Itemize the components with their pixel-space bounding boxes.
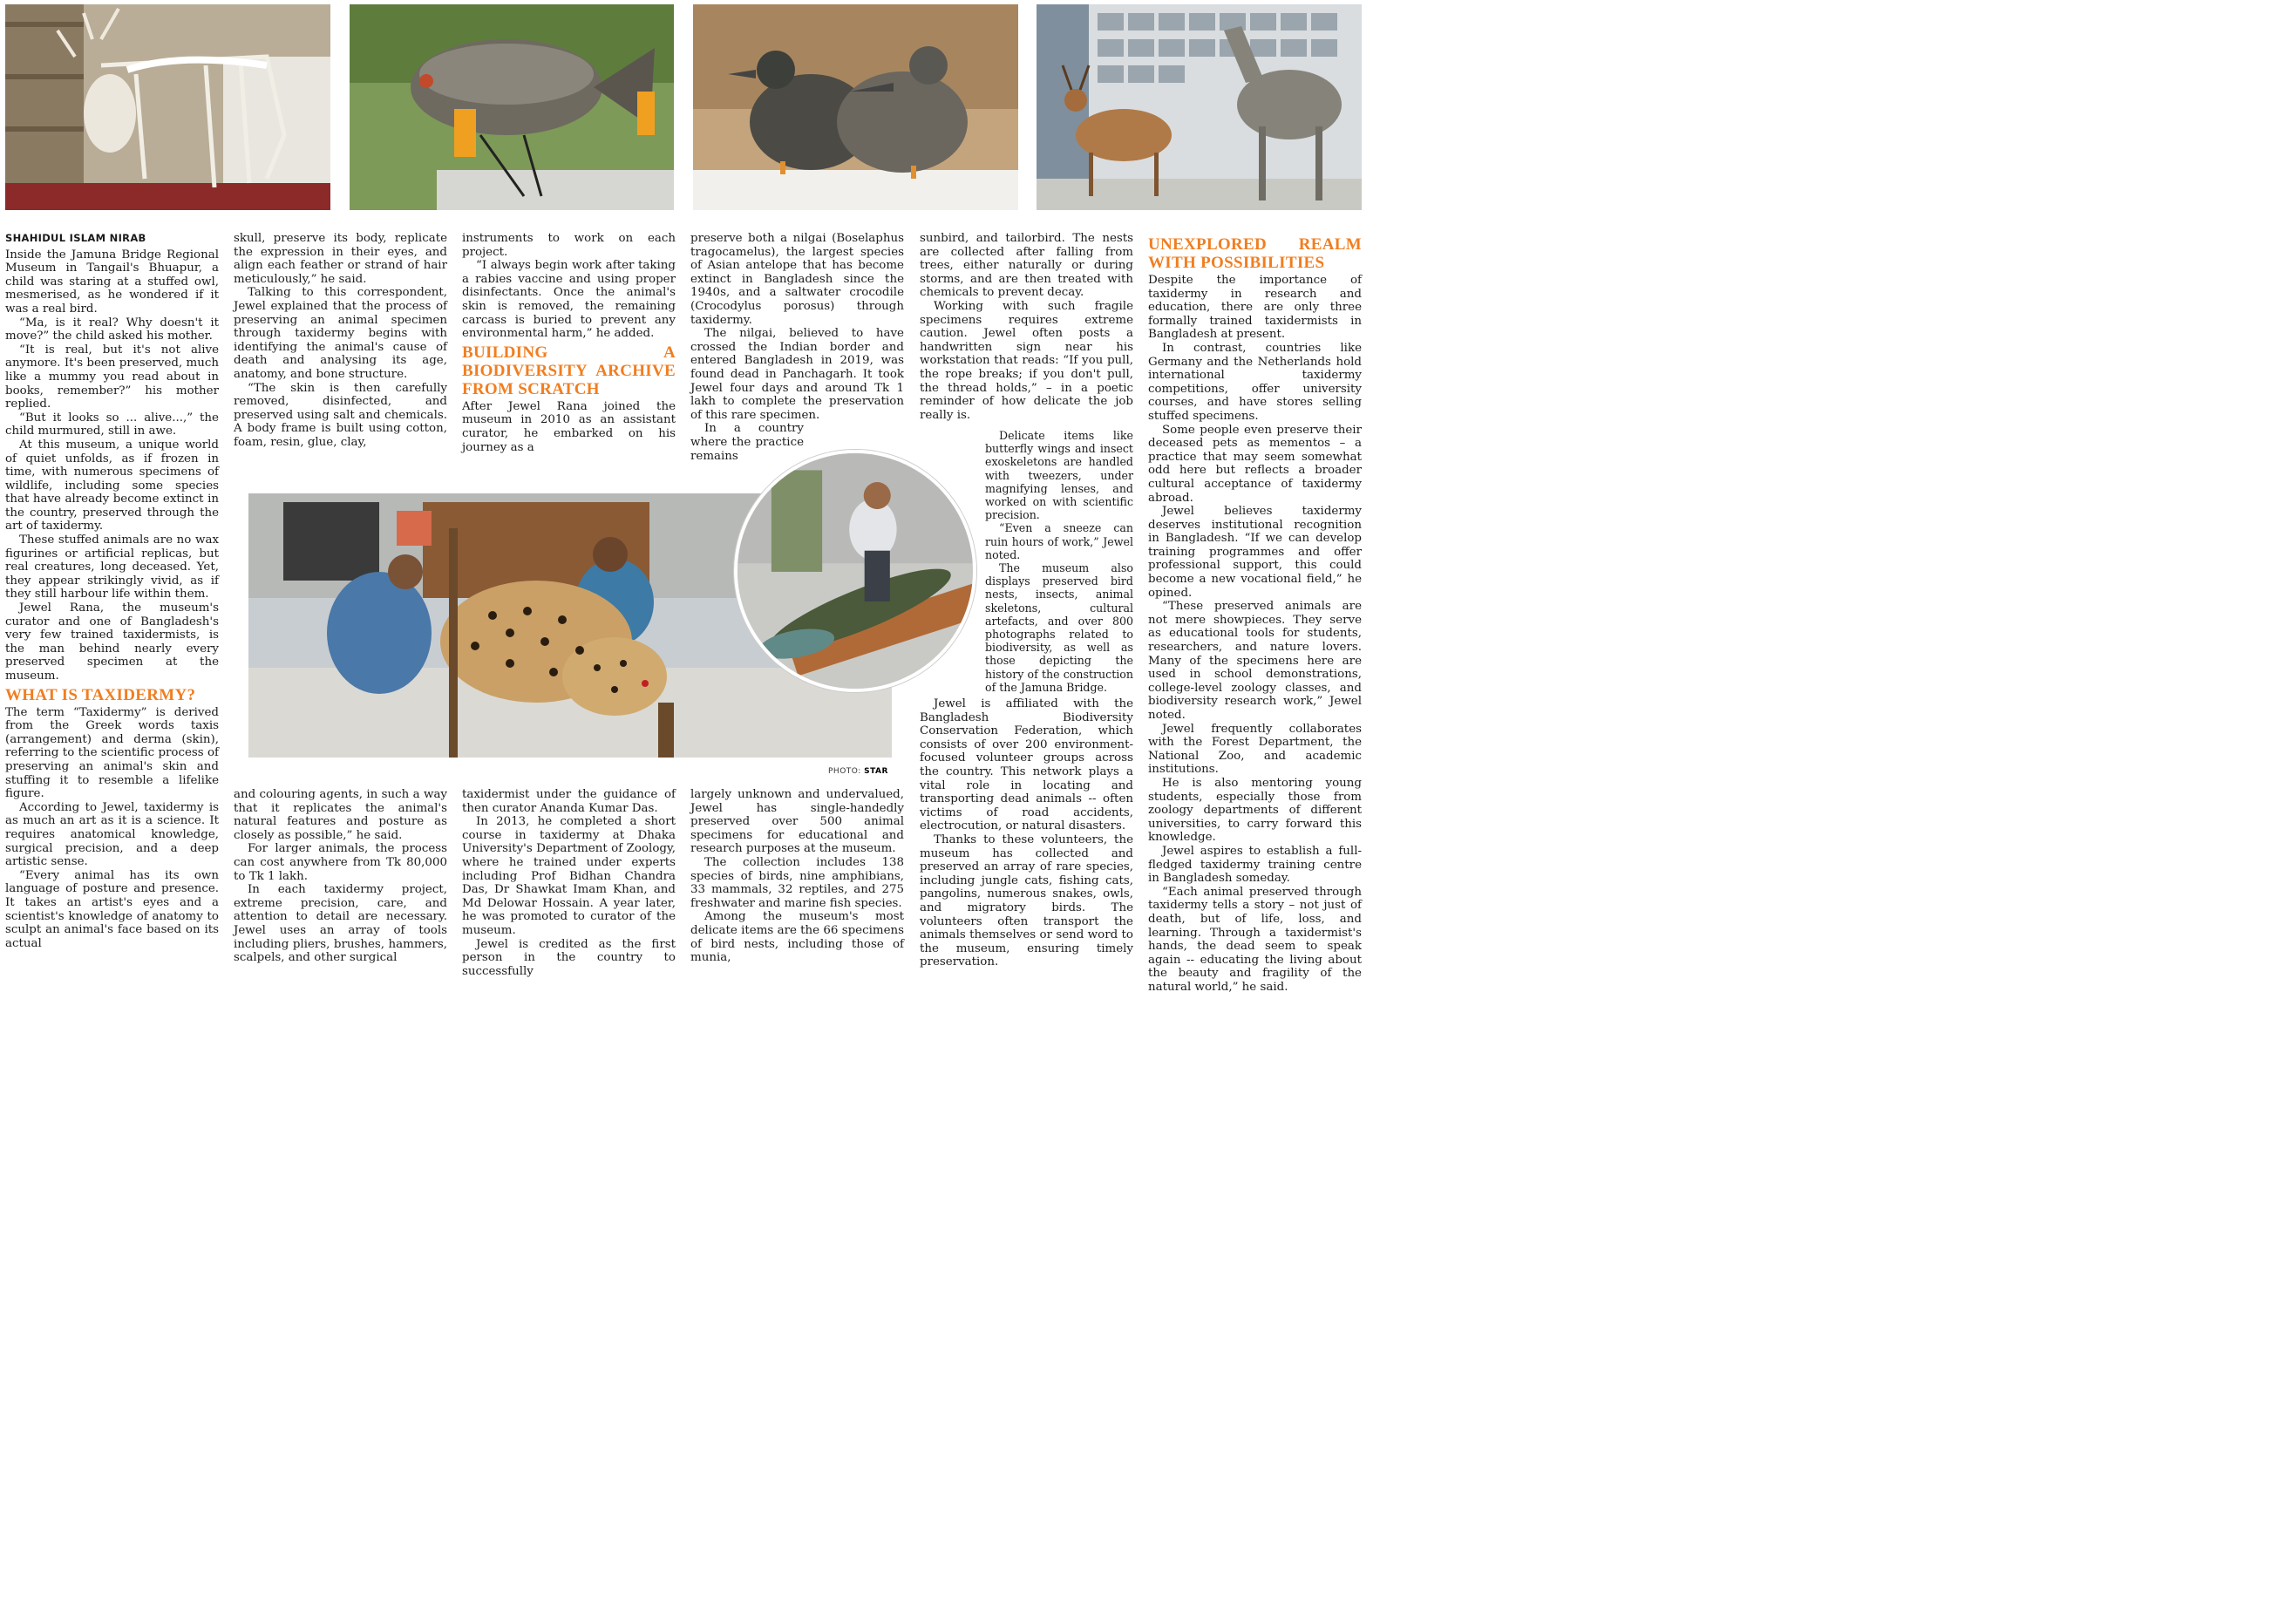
paragraph: Jewel aspires to establish a full-fledged taxidermy training centre in Bangladesh someday.: [1148, 844, 1362, 886]
paragraph: instruments to work on each project.: [462, 232, 676, 259]
paragraph: preserve both a nilgai (Boselaphus tragocamelus), the largest species of Asian antelope that has become extinct in Bangladesh since the 1940s, and a saltwater crocodile (Crocodylus porosus) through taxidermy.: [690, 232, 904, 327]
paragraph: Some people even preserve their deceased pets as mementos – a practice that may seem somewhat odd here but reflects a broader cultural acceptance of taxidermy abroad.: [1148, 423, 1362, 505]
paragraph: Thanks to these volunteers, the museum has collected and preserved an array of rare species, including jungle cats, fishing cats, pangolins, numerous snakes, owls, and migratory birds. The volunteers often transport the animals themselves or send word to the museum, ensuring timely preservation.: [920, 832, 1133, 969]
paragraph: “I always begin work after taking a rabies vaccine and using proper disinfectants. Once the animal's skin is removed, the remaining carcass is buried to prevent any environmental harm,” he added.: [462, 259, 676, 341]
column-4-top: [690, 232, 904, 463]
paragraph: According to Jewel, taxidermy is as much an art as it is a science. It requires anatomical knowledge, surgical precision, and a deep artistic sense.: [5, 800, 219, 869]
paragraph: Jewel Rana, the museum's curator and one of Bangladesh's very few trained taxidermists, is the man behind nearly every preserved specimen at the museum.: [5, 601, 219, 683]
paragraph: and colouring agents, in such a way that it replicates the animal's natural features and posture as closely as possible,” he said.: [234, 788, 447, 842]
paragraph: “The skin is then carefully removed, disinfected, and preserved using salt and chemicals. A body frame is built using cotton, foam, resin, glue, clay,: [234, 381, 447, 449]
paragraph: sunbird, and tailorbird. The nests are collected after falling from trees, either naturally or during storms, and are then treated with chemicals to prevent decay.: [920, 232, 1133, 300]
paragraph: “Every animal has its own language of posture and presence. It takes an artist's eyes and a scientist's knowledge of anatomy to sculpt an animal's face based on its actual: [5, 868, 219, 950]
column-3-bottom: [462, 788, 676, 978]
paragraph: skull, preserve its body, replicate the expression in their eyes, and align each feather or strand of hair meticulously,” he said.: [234, 232, 447, 286]
paragraph: “These preserved animals are not mere showpieces. They serve as educational tools for students, researchers, and nature lovers. Many of the specimens here are used in school demonstrations, college-level zoology classes, and biodiversity research work,” Jewel noted.: [1148, 600, 1362, 722]
paragraph: In contrast, countries like Germany and the Netherlands hold international taxidermy competitions, offer university courses, and have stores selling stuffed specimens.: [1148, 341, 1362, 423]
paragraph: At this museum, a unique world of quiet unfolds, as if frozen in time, with numerous specimens of wildlife, including some species that have already become extinct in the country, preserved through the art of taxidermy.: [5, 438, 219, 533]
paragraph: The museum also displays preserved bird nests, insects, animal skeletons, cultural artefacts, and over 800 photographs related to biodiversity, as well as those depicting the history of the construction of the Jamuna Bridge.: [985, 561, 1133, 694]
paragraph: “Each animal preserved through taxidermy tells a story – not just of death, but of life, loss, and learning. Through a taxidermist's hands, the dead seem to speak again -- educating the living about the beauty and fragility of the natural world,” he said.: [1148, 885, 1362, 994]
photo-ducks: [693, 4, 1018, 210]
credit-source: STAR: [864, 767, 888, 776]
column-6: [1148, 235, 1362, 994]
paragraph: The term “Taxidermy” is derived from the Greek words taxis (arrangement) and derma (skin), referring to the scientific process of preserving an animal's skin and stuffing it to resemble a lifelike figure.: [5, 705, 219, 801]
photo-credit: [828, 767, 888, 776]
paragraph: “But it looks so ... alive...,” the child murmured, still in awe.: [5, 411, 219, 438]
paragraph: Inside the Jamuna Bridge Regional Museum in Tangail's Bhuapur, a child was staring at a stuffed owl, mesmerised, as he wondered if it was a real bird.: [5, 248, 219, 316]
photo-fish: [350, 4, 674, 210]
paragraph: Talking to this correspondent, Jewel explained that the process of preserving an animal specimen through taxidermy begins with identifying the animal's cause of death and analysing its age, anatomy, and bone structure.: [234, 286, 447, 381]
column-2-bottom: [234, 788, 447, 965]
paragraph: After Jewel Rana joined the museum in 2010 as an assistant curator, he embarked on his journey as a: [462, 399, 676, 454]
photo-crocodile-inset: [734, 450, 976, 692]
section-heading: WHAT IS TAXIDERMY?: [5, 685, 196, 704]
section-heading: BUILDING A BIODIVERSITY ARCHIVE FROM SCRATCH: [462, 343, 676, 398]
column-3-top: [462, 232, 676, 454]
paragraph: “It is real, but it's not alive anymore. It's been preserved, much like a mummy you read about in books, remember?” his mother replied.: [5, 343, 219, 411]
paragraph: taxidermist under the guidance of then curator Ananda Kumar Das.: [462, 788, 676, 815]
byline: SHAHIDUL ISLAM NIRAB: [5, 232, 146, 244]
column-5-bottom: [920, 697, 1133, 969]
paragraph: The collection includes 138 species of birds, nine amphibians, 33 mammals, 32 reptiles, and 275 freshwater and marine fish species.: [690, 855, 904, 910]
paragraph: In each taxidermy project, extreme precision, care, and attention to detail are necessary. Jewel uses an array of tools including pliers, brushes, hammers, scalpels, and other surgical: [234, 883, 447, 965]
paragraph: largely unknown and undervalued, Jewel has single-handedly preserved over 500 animal specimens for educational and research purposes at the museum.: [690, 788, 904, 856]
photo-skeleton: [5, 4, 330, 210]
paragraph: In 2013, he completed a short course in taxidermy at Dhaka University's Department of Zoology, where he trained under experts including Prof Bidhan Chandra Das, Dr Shawkat Imam Khan, and Md Delowar Hossain. A year later, he was promoted to curator of the museum.: [462, 815, 676, 937]
paragraph: “Ma, is it real? Why doesn't it move?” the child asked his mother.: [5, 316, 219, 343]
paragraph: Jewel is credited as the first person in the country to successfully: [462, 937, 676, 978]
paragraph: Despite the importance of taxidermy in research and education, there are only three formally trained taxidermists in Bangladesh at present.: [1148, 274, 1362, 342]
paragraph: Jewel believes taxidermy deserves institutional recognition in Bangladesh. “If we can develop training programmes and offer professional support, this could become a new vocational field,” he opined.: [1148, 505, 1362, 600]
paragraph: Jewel frequently collaborates with the Forest Department, the National Zoo, and academic institutions.: [1148, 722, 1362, 777]
column-2-top: [234, 232, 447, 450]
paragraph: For larger animals, the process can cost anywhere from Tk 80,000 to Tk 1 lakh.: [234, 842, 447, 883]
section-heading: UNEXPLORED REALM WITH POSSIBILITIES: [1148, 235, 1362, 272]
paragraph: In a country where the practice remains: [690, 422, 804, 463]
paragraph: Among the museum's most delicate items are the 66 specimens of bird nests, including those of munia,: [690, 910, 904, 965]
credit-label: PHOTO:: [828, 767, 861, 776]
column-1: [5, 232, 219, 950]
paragraph: These stuffed animals are no wax figurines or artificial replicas, but real creatures, long deceased. Yet, they appear strikingly vivid, as if they still harbour life within them.: [5, 533, 219, 601]
paragraph: The nilgai, believed to have crossed the Indian border and entered Bangladesh in 2019, was found dead in Panchagarh. It took Jewel four days and around Tk 1 lakh to complete the preservation of this rare specimen.: [690, 327, 904, 422]
paragraph: “Even a sneeze can ruin hours of work,” Jewel noted.: [985, 521, 1133, 561]
column-5-wrap: [985, 429, 1133, 694]
paragraph: Delicate items like butterfly wings and insect exoskeletons are handled with tweezers, under magnifying lenses, and worked on with scientific precision.: [985, 429, 1133, 522]
paragraph: Jewel is affiliated with the Bangladesh Biodiversity Conservation Federation, which consists of over 200 environment-focused volunteer groups across the country. This network plays a vital role in locating and transporting dead animals -- often victims of road accidents, electrocution, or natural disasters.: [920, 697, 1133, 833]
paragraph: Working with such fragile specimens requires extreme caution. Jewel often posts a handwritten sign near his workstation that reads: “If you pull, the rope breaks; if you don't pull, the thread holds,” – in a poetic reminder of how delicate the job really is.: [920, 299, 1133, 422]
column-4-bottom: [690, 788, 904, 965]
column-5-top: [920, 232, 1133, 422]
photo-deer: [1037, 4, 1362, 210]
paragraph: He is also mentoring young students, especially those from zoology departments of different universities, to carry forward this knowledge.: [1148, 776, 1362, 845]
